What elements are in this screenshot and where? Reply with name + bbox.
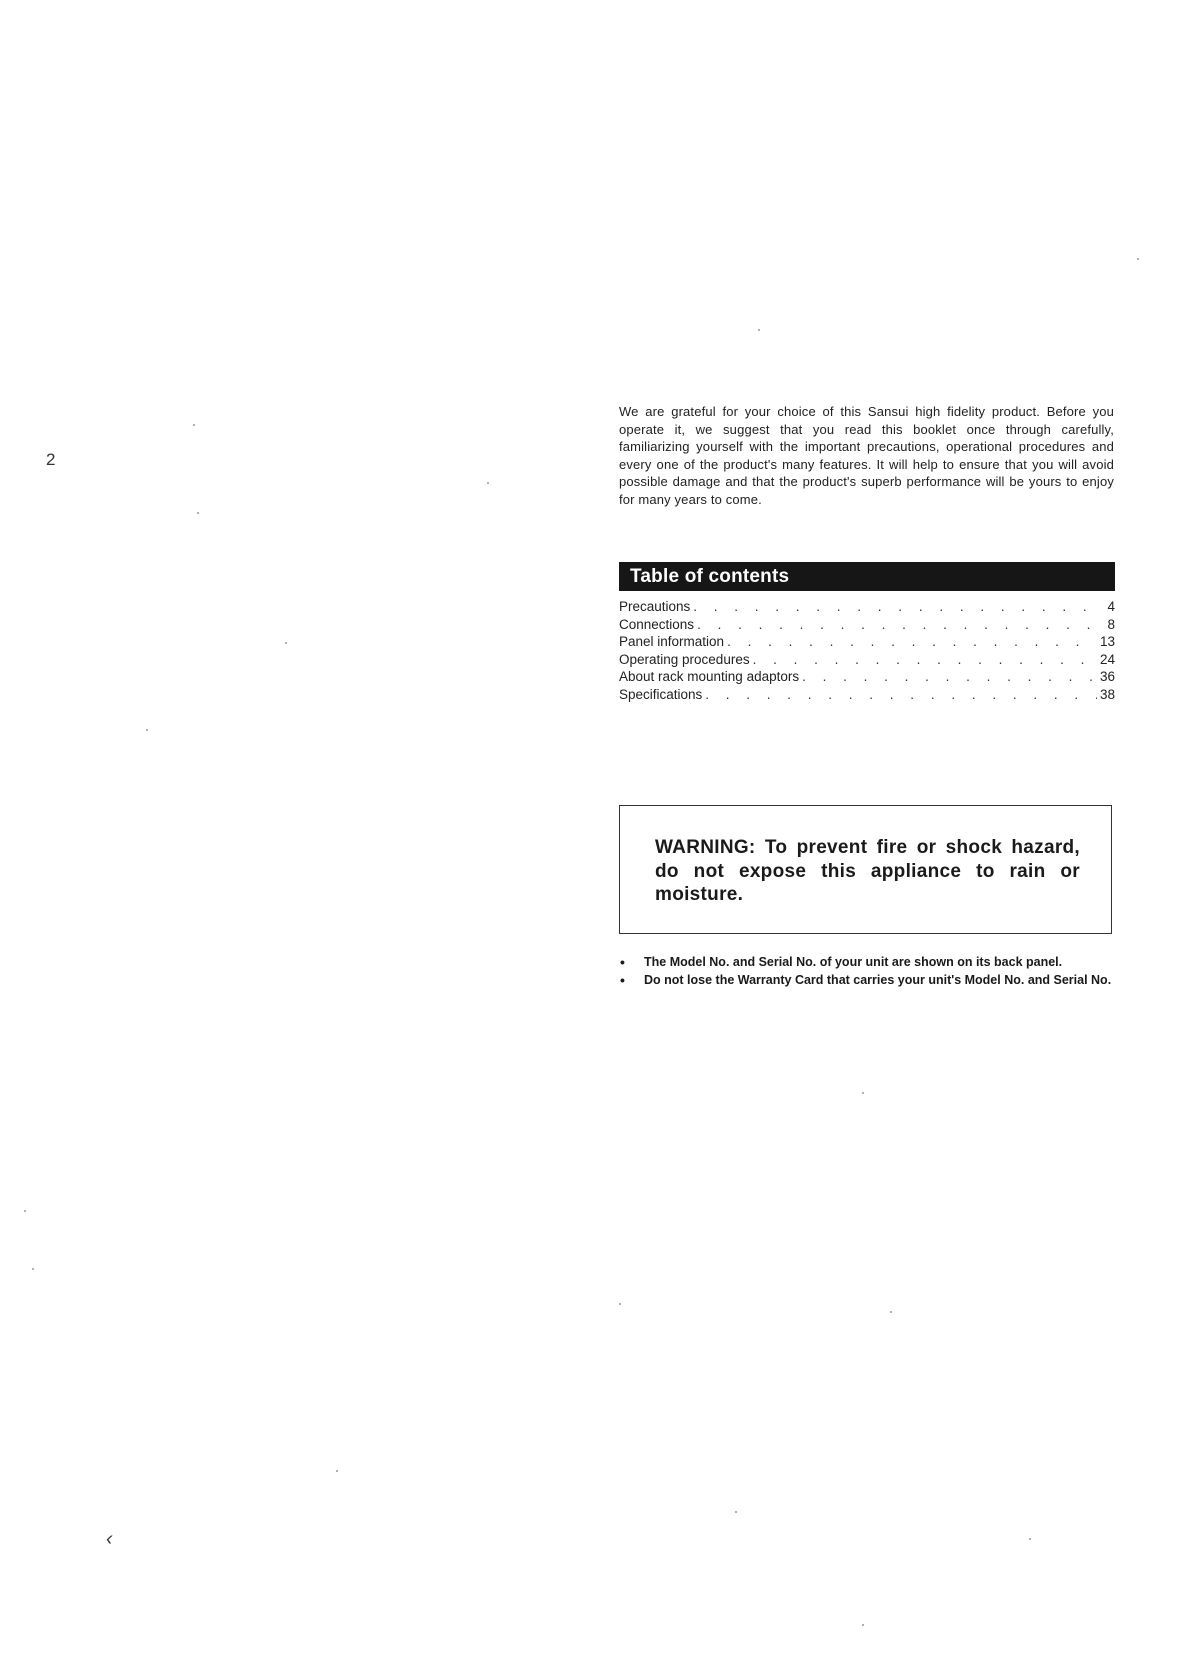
bullet-icon: • — [620, 954, 625, 970]
note-model-serial-location — [619, 953, 1115, 971]
scan-speck — [890, 1311, 892, 1313]
scan-speck — [32, 1268, 34, 1270]
toc-item-rack-mounting-adaptors[interactable] — [619, 668, 1115, 686]
toc-item-label: Connections — [619, 616, 695, 632]
toc-item-panel-information[interactable] — [619, 633, 1115, 651]
scan-speck — [487, 482, 489, 484]
scan-speck — [735, 1511, 737, 1513]
toc-title: Table of contents — [630, 566, 790, 587]
note-text: The Model No. and Serial No. of your unit are shown on its back panel. — [644, 955, 1063, 969]
toc-dot-leader — [802, 668, 1097, 686]
scan-speck — [758, 329, 760, 331]
scan-speck — [285, 642, 287, 644]
scan-speck — [193, 424, 195, 426]
toc-dot-leader — [705, 686, 1097, 704]
scan-speck — [24, 1210, 26, 1212]
toc-item-specifications[interactable] — [619, 686, 1115, 704]
toc-item-label: Panel information — [619, 634, 725, 650]
toc-item-label: Operating procedures — [619, 651, 750, 667]
toc-item-page: 4 — [1107, 599, 1115, 614]
scan-speck — [197, 512, 199, 514]
toc-item-page: 38 — [1099, 686, 1115, 702]
warning-text: WARNING: To prevent fire or shock hazard, do not expose this appliance to rain or moisture. — [655, 837, 1080, 905]
scan-speck — [1029, 1538, 1031, 1540]
stray-mark: ‹ — [106, 1528, 113, 1550]
intro-paragraph: We are grateful for your choice of this Sansui high fidelity product. Before you operate it, we suggest that you read this booklet once through carefully, familiarizing yourself with the important precautions, operational procedures and every one of the product's many features. It will help to ensure that you will avoid possible damage and that the product's superb performance will be yours to enjoy for many years to come. — [619, 404, 1114, 507]
toc-item-page: 36 — [1099, 669, 1115, 685]
bullet-icon: • — [620, 972, 625, 988]
notes-list — [619, 953, 1115, 989]
scan-speck — [146, 729, 148, 731]
page-number: 2 — [46, 450, 56, 469]
note-text: Do not lose the Warranty Card that carries your unit's Model No. and Serial No. — [644, 973, 1112, 987]
toc-item-page: 13 — [1099, 634, 1115, 650]
scan-speck — [336, 1470, 338, 1472]
scan-speck — [619, 1303, 621, 1305]
scan-speck — [1137, 258, 1139, 260]
toc-dot-leader — [693, 598, 1098, 616]
toc-dot-leader — [753, 651, 1097, 669]
toc-item-page: 8 — [1107, 616, 1115, 632]
note-warranty-card — [619, 971, 1115, 989]
toc-item-label: Specifications — [619, 686, 703, 702]
warning-box — [619, 805, 1112, 934]
toc-dot-leader — [727, 633, 1097, 651]
toc-item-operating-procedures[interactable] — [619, 651, 1115, 669]
toc-dot-leader — [697, 616, 1098, 634]
toc-item-page: 24 — [1099, 651, 1115, 667]
toc-item-label: Precautions — [619, 599, 691, 614]
scan-speck — [862, 1624, 864, 1626]
toc-header-bar — [619, 562, 1115, 591]
scan-speck — [862, 1092, 864, 1094]
toc-item-connections[interactable] — [619, 616, 1115, 634]
toc-item-label: About rack mounting adaptors — [619, 669, 800, 685]
toc-list — [619, 598, 1115, 704]
toc-item-precautions[interactable] — [619, 598, 1115, 616]
